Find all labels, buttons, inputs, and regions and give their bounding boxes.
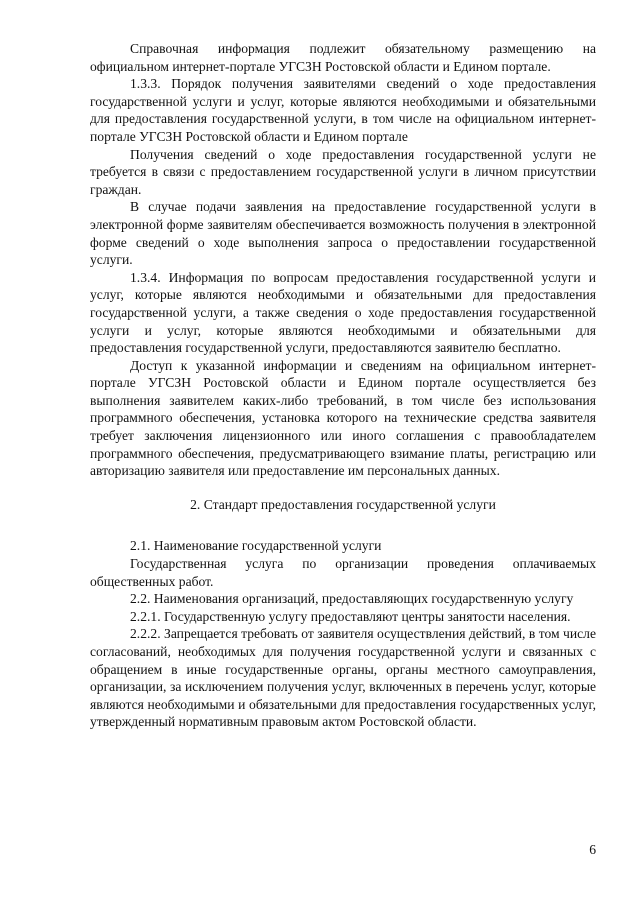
document-page [90, 40, 596, 731]
paragraph-2-1: 2.1. Наименование государственной услуги [130, 538, 382, 554]
paragraph-service-name: Государственная услуга по организации проведения оплачиваемых общественных работ. [90, 556, 596, 589]
paragraph-status-not-required: Получения сведений о ходе предоставления государственной услуги не требуется в связи с предоставлением государственной услуги в личном присутствии граждан. [90, 146, 596, 197]
section-heading: 2. Стандарт предоставления государственной услуги [190, 496, 496, 512]
page-number: 6 [589, 842, 596, 857]
paragraph-1-3-4: 1.3.4. Информация по вопросам предоставления государственной услуги и услуг, которые являются необходимыми и обязательными для предоставления государственной услуги, а также сведения о ходе предоставления государственной услуги и услуг, которые являются необходимыми и обязательными для предоставления государственной услуги, предоставляются заявителю бесплатно. [90, 269, 596, 356]
paragraph-access-info: Доступ к указанной информации и сведениям на официальном интернет-портале УГСЗН Ростовской области и Едином портале осуществляется без выполнения заявителем каких-либо требований, в том числе без использования программного обеспечения, установка которого на технические средства заявителя требует заключения лицензионного или иного соглашения с правообладателем программного обеспечения, предусматривающего взимание платы, регистрацию или авторизацию заявителя или предоставление им персональных данных. [90, 357, 596, 479]
paragraph-1-3-3: 1.3.3. Порядок получения заявителями сведений о ходе предоставления государственной услуги и услуг, которые являются необходимыми и обязательными для предоставления государственной услуги, в том числе на официальном интернет-портале УГСЗН Ростовской области и Едином портале [90, 76, 596, 144]
paragraph-2-2-1: 2.2.1. Государственную услугу предоставляют центры занятости населения. [130, 608, 571, 624]
paragraph-2-2-2: 2.2.2. Запрещается требовать от заявителя осуществления действий, в том числе согласований, необходимых для получения государственной услуги и связанных с обращением в иные государственные органы, органы местного самоуправления, организации, за исключением получения услуг, включенных в перечень услуг, которые являются необходимыми и обязательными для предоставления государственных услуг, утвержденный нормативным правовым актом Ростовской области. [90, 626, 596, 730]
paragraph-reference-info: Справочная информация подлежит обязательному размещению на официальном интернет-портале УГСЗН Ростовской области и Едином портале. [90, 41, 596, 74]
paragraph-2-2: 2.2. Наименования организаций, предоставляющих государственную услугу [130, 591, 574, 607]
paragraph-electronic-form: В случае подачи заявления на предоставление государственной услуги в электронной форме заявителям обеспечивается возможность получения в электронной форме сведений о ходе выполнения запроса о предоставлении государственной услуги. [90, 199, 596, 268]
